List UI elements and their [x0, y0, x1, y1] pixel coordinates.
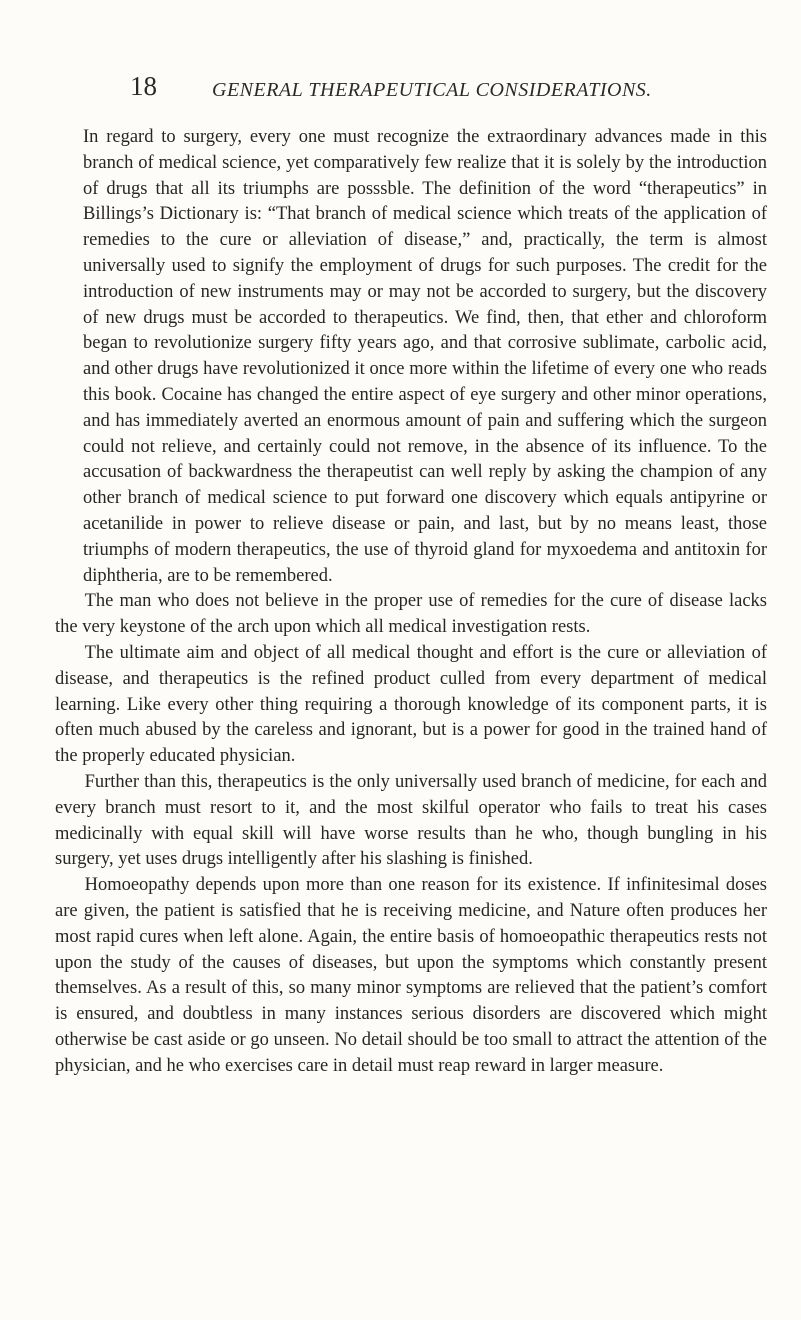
paragraph-keystone: The man who does not believe in the proper use of remedies for the cure of disease lacks the very keystone of the arch upon which all medical investigation rests.: [55, 591, 767, 638]
running-head: GENERAL THERAPEUTICAL CONSIDERATIONS.: [212, 79, 652, 101]
body-text: [55, 125, 767, 1079]
paragraph-homoeopathy: Homoeopathy depends upon more than one reason for its existence. If infinitesimal doses are given, the patient is satisfied that he is receiving medicine, and Nature often produces her most rapid cures when left alone. Again, the entire basis of homoeopathic therapeutics rests not upon the study of the causes of diseases, but upon the symptoms which constantly present themselves. As a result of this, so many minor symptoms are relieved that the patient’s comfort is ensured, and doubtless in many instances serious disorders are discovered which might otherwise be cast aside or go unseen. No detail should be too small to attract the attention of the physician, and he who exercises care in detail must reap reward in larger measure.: [55, 875, 767, 1076]
page-number: 18: [130, 71, 157, 101]
page-header: [0, 73, 801, 109]
paragraph-further: Further than this, therapeutics is the only universally used branch of medicine, for each and every branch must resort to it, and the most skilful operator who fails to treat his cases medicinally with equal skill will have worse results than he who, though bungling in his surgery, yet uses drugs intelligently after his slashing is finished.: [55, 771, 767, 870]
paragraph-ultimate-aim: The ultimate aim and object of all medical thought and effort is the cure or alleviation of disease, and therapeutics is the refined product culled from every department of medical learning. Like every other thing requiring a thorough knowledge of its component parts, it is often much abused by the careless and ignorant, but is a power for good in the trained hand of the properly educated physician.: [55, 642, 767, 767]
paragraph-surgery: In regard to surgery, every one must recognize the extraordinary advances made in this branch of medical science, yet comparatively few realize that it is solely by the introduction of drugs that all its triumphs are posssble. The definition of the word “therapeutics” in Billings’s Dictionary is: “That branch of medical science which treats of the application of remedies to the cure or alleviation of disease,” and, practically, the term is almost universally used to signify the employment of drugs for such purposes. The credit for the introduction of new instruments may or may not be accorded to surgery, but the discovery of new drugs must be accorded to therapeutics. We find, then, that ether and chloroform began to revolutionize surgery fifty years ago, and that corrosive sublimate, carbolic acid, and other drugs have revolutionized it once more within the lifetime of every one who reads this book. Cocaine has changed the entire aspect of eye surgery and other minor operations, and has immediately averted an enormous amount of pain and suffering which the surgeon could not relieve, and certainly could not remove, in the absence of its influence. To the accusation of backwardness the therapeutist can well reply by asking the champion of any other branch of medical science to put forward one discovery which equals antipyrine or acetanilide in power to relieve disease or pain, and last, but by no means least, those triumphs of modern therapeutics, the use of thyroid gland for myxoedema and antitoxin for diphtheria, are to be remembered.: [83, 127, 767, 586]
